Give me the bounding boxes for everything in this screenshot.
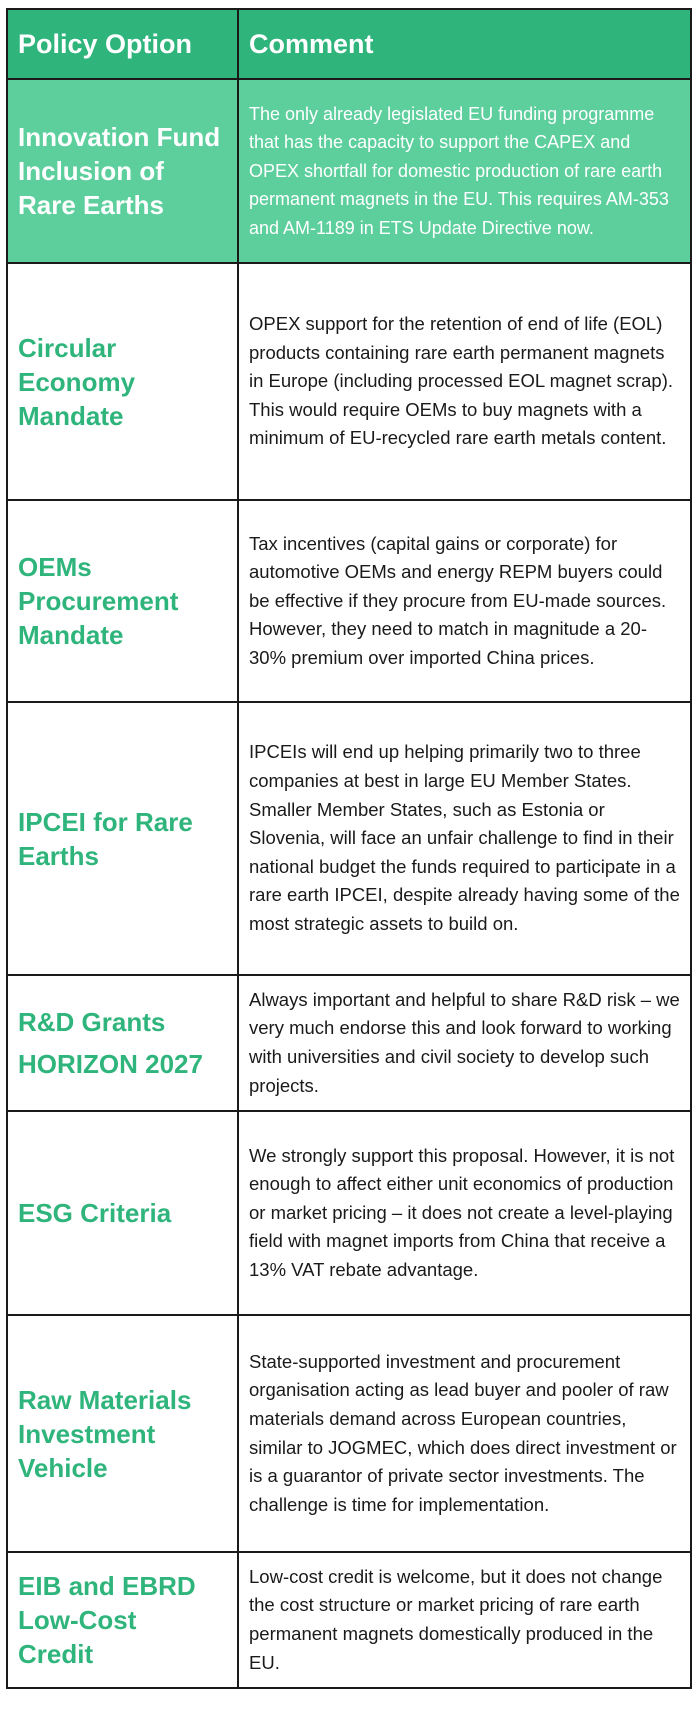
table-header-row [7,9,691,79]
policy-option-cell: OEMs Procurement Mandate [7,500,238,702]
policy-option-cell: Innovation Fund Inclusion of Rare Earths [7,79,238,263]
header-policy-option: Policy Option [7,9,238,79]
table-row [7,702,691,975]
comment-cell: The only already legislated EU funding programme that has the capacity to support the CAPEX and OPEX shortfall for domestic production of rare earth permanent magnets in the EU. This requires AM-353 and AM-1189 in ETS Update Directive now. [238,79,691,263]
comment-cell: We strongly support this proposal. However, it is not enough to affect either unit economics of production or market pricing – it does not create a level-playing field with magnet imports from China that receive a 13% VAT rebate advantage. [238,1111,691,1315]
comment-cell: Always important and helpful to share R&D risk – we very much endorse this and look forward to working with universities and civil society to develop such projects. [238,975,691,1111]
table-row [7,500,691,702]
comment-cell: State-supported investment and procurement organisation acting as lead buyer and pooler of raw materials demand across European countries, similar to JOGMEC, which does direct investment or is a guarantor of private sector investments. The challenge is time for implementation. [238,1315,691,1552]
table-row [7,975,691,1111]
policy-option-cell: Raw Materials Investment Vehicle [7,1315,238,1552]
table-row [7,1552,691,1688]
table-row [7,1315,691,1552]
comment-cell: Low-cost credit is welcome, but it does not change the cost structure or market pricing of rare earth permanent magnets domestically produced in the EU. [238,1552,691,1688]
table-row [7,1111,691,1315]
table-row [7,263,691,500]
comment-cell: IPCEIs will end up helping primarily two to three companies at best in large EU Member States. Smaller Member States, such as Estonia or Slovenia, will face an unfair challenge to find in their national budget the funds required to participate in a rare earth IPCEI, despite already having some of the most strategic assets to build on. [238,702,691,975]
policy-option-cell: IPCEI for Rare Earths [7,702,238,975]
table-row [7,79,691,263]
policy-options-table [6,8,692,1689]
header-comment: Comment [238,9,691,79]
policy-option-cell: ESG Criteria [7,1111,238,1315]
comment-cell: OPEX support for the retention of end of life (EOL) products containing rare earth permanent magnets in Europe (including processed EOL magnet scrap). This would require OEMs to buy magnets with a minimum of EU-recycled rare earth metals content. [238,263,691,500]
policy-option-cell: Circular Economy Mandate [7,263,238,500]
policy-option-cell: EIB and EBRD Low-Cost Credit [7,1552,238,1688]
policy-option-line: R&D Grants [18,1007,166,1037]
policy-option-line: HORIZON 2027 [18,1049,203,1079]
comment-cell: Tax incentives (capital gains or corporate) for automotive OEMs and energy REPM buyers could be effective if they procure from EU-made sources. However, they need to match in magnitude a 20-30% premium over imported China prices. [238,500,691,702]
policy-option-cell [7,975,238,1111]
